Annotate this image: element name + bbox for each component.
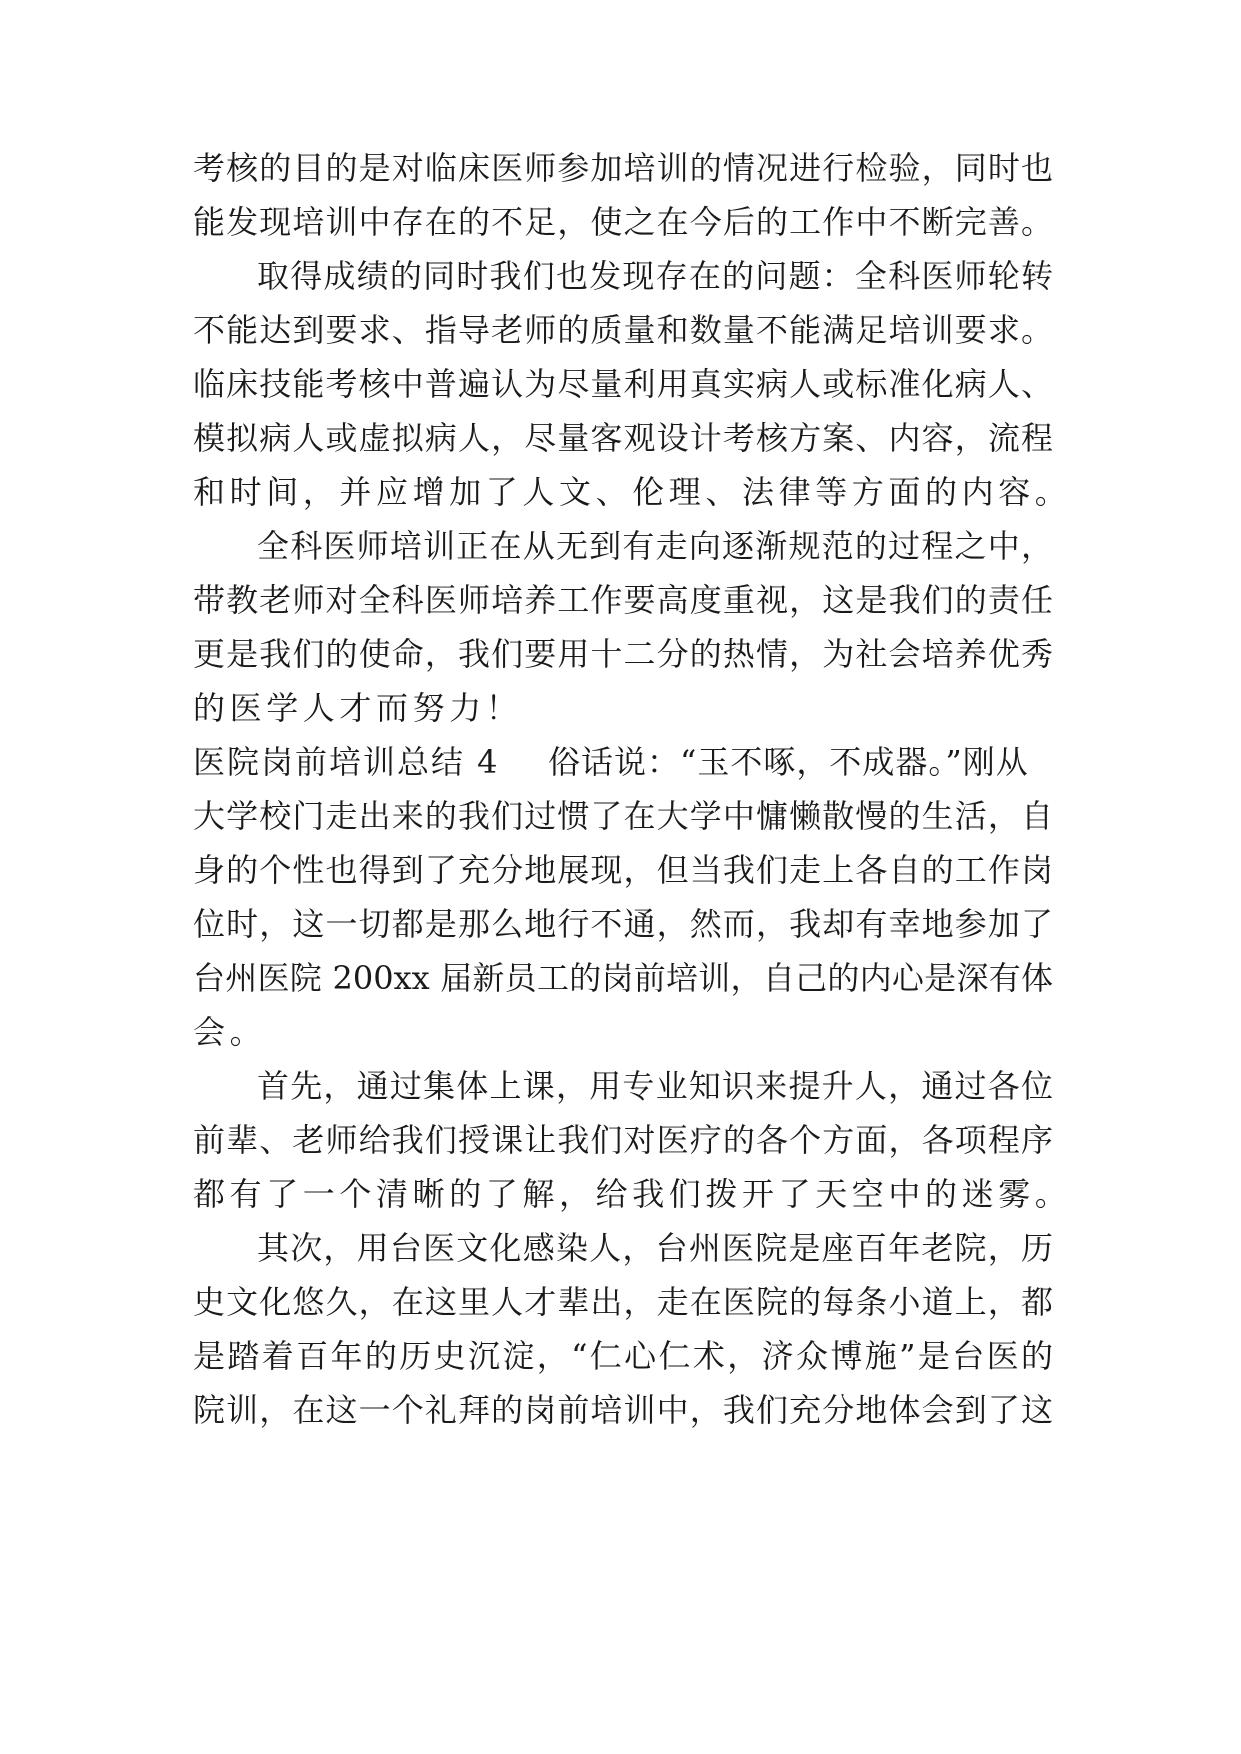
paragraph-line: 全科医师培训正在从无到有走向逐渐规范的过程之中，	[257, 527, 1053, 565]
paragraph-line: 首先，通过集体上课，用专业知识来提升人，通过各位	[257, 1067, 1053, 1105]
section-heading-line	[193, 742, 1053, 782]
paragraph-line: 史文化悠久，在这里人才辈出，走在医院的每条小道上，都	[193, 1283, 1053, 1321]
paragraph-line: 会。	[193, 1013, 267, 1051]
paragraph-line: 大学校门走出来的我们过惯了在大学中慵懒散慢的生活，自	[193, 797, 1053, 835]
paragraph-line: 带教老师对全科医师培养工作要高度重视，这是我们的责任	[193, 581, 1053, 619]
paragraph-start: 俗话说：“玉不啄，不成器。”刚从	[548, 743, 1029, 781]
paragraph-line: 和时间，并应增加了人文、伦理、法律等方面的内容。	[193, 473, 1072, 511]
paragraph-line: 临床技能考核中普遍认为尽量利用真实病人或标准化病人、	[193, 365, 1053, 403]
paragraph-line: 其次，用台医文化感染人，台州医院是座百年老院，历	[257, 1229, 1053, 1267]
paragraph-line: 不能达到要求、指导老师的质量和数量不能满足培训要求。	[193, 311, 1053, 349]
paragraph-line: 位时，这一切都是那么地行不通，然而，我却有幸地参加了	[193, 905, 1053, 943]
paragraph-line: 台州医院 200xx 届新员工的岗前培训，自己的内心是深有体	[193, 959, 1053, 997]
paragraph-line: 取得成绩的同时我们也发现存在的问题：全科医师轮转	[257, 257, 1053, 295]
paragraph-line: 的医学人才而努力！	[193, 689, 523, 727]
section-title: 医院岗前培训总结 4	[193, 743, 500, 781]
paragraph-line: 身的个性也得到了充分地展现，但当我们走上各自的工作岗	[193, 851, 1053, 889]
paragraph-line: 院训，在这一个礼拜的岗前培训中，我们充分地体会到了这	[193, 1391, 1053, 1429]
paragraph-line: 更是我们的使命，我们要用十二分的热情，为社会培养优秀	[193, 635, 1053, 673]
paragraph-line: 前辈、老师给我们授课让我们对医疗的各个方面，各项程序	[193, 1121, 1053, 1159]
paragraph-line: 是踏着百年的历史沉淀，“仁心仁术，济众博施”是台医的	[193, 1337, 1053, 1375]
paragraph-line: 能发现培训中存在的不足，使之在今后的工作中不断完善。	[193, 203, 1053, 241]
paragraph-line: 考核的目的是对临床医师参加培训的情况进行检验，同时也	[193, 149, 1053, 187]
paragraph-line: 模拟病人或虚拟病人，尽量客观设计考核方案、内容，流程	[193, 419, 1053, 457]
paragraph-line: 都有了一个清晰的了解，给我们拨开了天空中的迷雾。	[193, 1175, 1072, 1213]
